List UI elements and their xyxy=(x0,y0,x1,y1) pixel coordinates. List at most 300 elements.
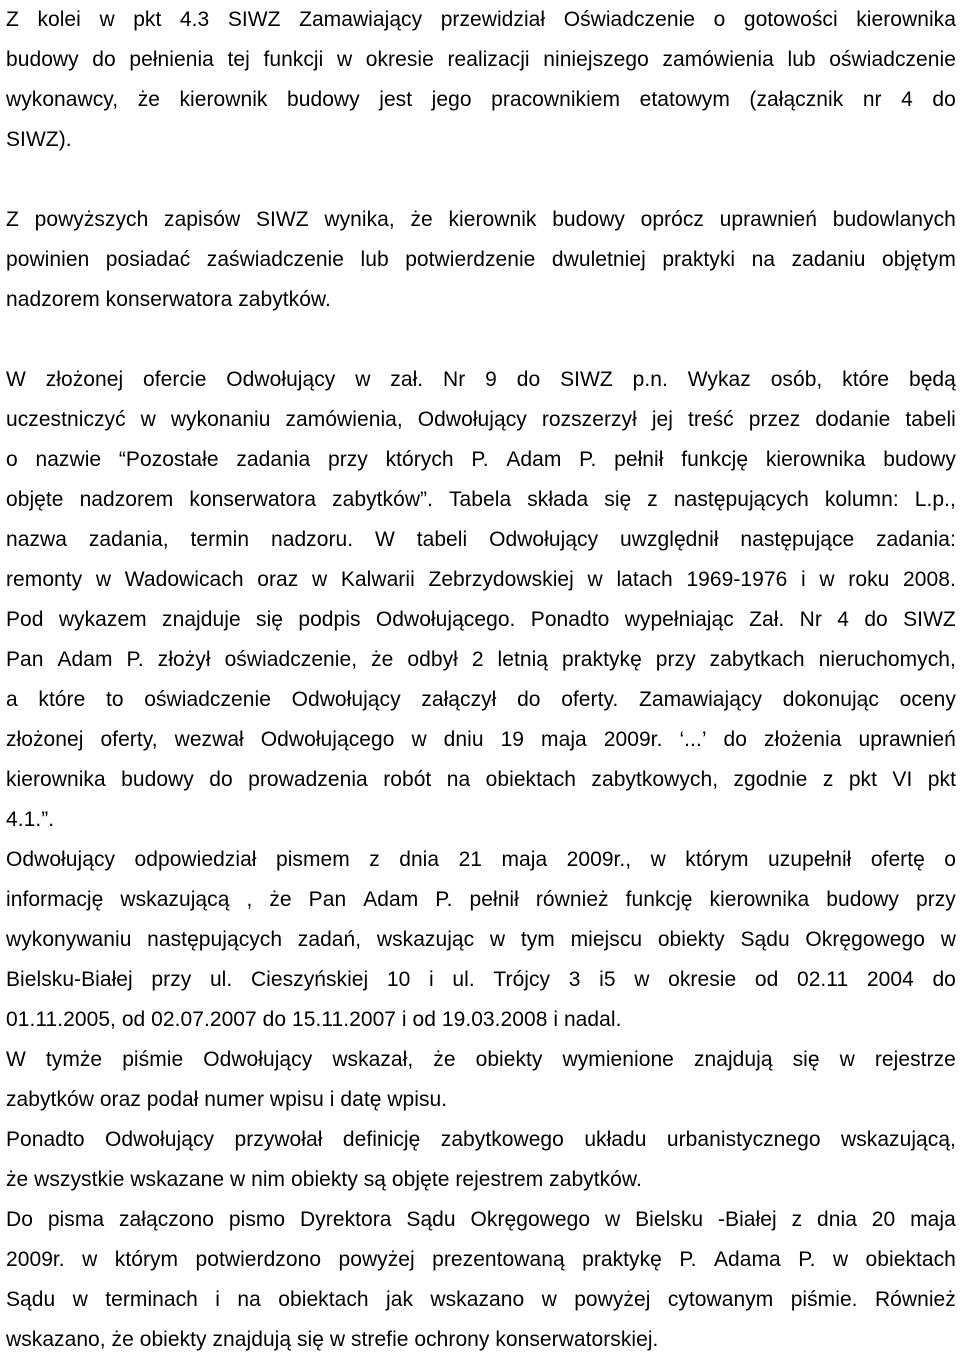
word: Odwołujący xyxy=(105,1128,215,1151)
word: zabytkach xyxy=(709,648,805,671)
word: lub xyxy=(360,248,389,271)
word: nr xyxy=(862,88,882,111)
text-line xyxy=(6,1200,956,1240)
word: piśmie. xyxy=(790,1288,858,1311)
word: budowy xyxy=(552,208,625,231)
word: robót xyxy=(383,768,432,791)
word: i xyxy=(429,968,434,991)
word: prezentowaną xyxy=(432,1248,565,1271)
word: W xyxy=(6,368,26,391)
word: które xyxy=(38,688,86,711)
word: 2009r., xyxy=(566,848,632,871)
text-line xyxy=(6,480,956,520)
word: okresie xyxy=(365,48,434,71)
word: do xyxy=(932,968,956,991)
word: powinien xyxy=(6,248,90,271)
word: w xyxy=(489,928,506,951)
word: p.n. xyxy=(632,368,668,391)
word: Odwołujący xyxy=(291,688,401,711)
word: konserwatora xyxy=(189,488,317,511)
word: Zebrzydowskiej xyxy=(428,568,574,591)
word: Ponadto xyxy=(530,608,610,631)
word: w xyxy=(819,568,835,591)
word: 2004 xyxy=(866,968,914,991)
word: tej xyxy=(227,48,250,71)
word: funkcję xyxy=(625,888,693,911)
word: do xyxy=(864,608,888,631)
word: a xyxy=(6,688,18,711)
word: praktykę xyxy=(582,1248,662,1271)
word: oferty, xyxy=(100,728,158,751)
word: Tabela xyxy=(449,488,512,511)
word: pracownikiem xyxy=(491,88,621,111)
word: składa xyxy=(527,488,589,511)
word: objęte xyxy=(6,488,64,511)
word: 4.3 xyxy=(179,8,210,31)
word: 19 xyxy=(500,728,525,751)
word: Trójcy xyxy=(493,968,551,991)
word: lub xyxy=(787,48,816,71)
word: W xyxy=(374,528,395,551)
text-line xyxy=(6,560,956,600)
word: przy xyxy=(151,968,192,991)
word: zamówienia, xyxy=(285,408,403,431)
paragraph-registry xyxy=(6,1040,956,1120)
word: Odwołującego xyxy=(260,728,395,751)
text-line xyxy=(6,880,956,920)
word: SIWZ xyxy=(255,208,309,231)
word: dokonując xyxy=(782,688,879,711)
word: że xyxy=(269,888,292,911)
word: kierownika xyxy=(856,8,956,31)
word: których xyxy=(385,448,454,471)
word: następujące xyxy=(740,528,855,551)
word: do xyxy=(932,88,956,111)
word: budowy xyxy=(121,768,194,791)
word: P. xyxy=(679,1248,697,1271)
word: w xyxy=(541,1288,557,1311)
word: złożonej xyxy=(6,728,84,751)
word: (załącznik xyxy=(749,88,844,111)
word: załączono xyxy=(118,1208,214,1231)
word: w xyxy=(634,968,650,991)
word: 02.11 xyxy=(796,968,849,991)
word: którym xyxy=(685,848,749,871)
word: złożonej xyxy=(45,368,124,391)
word: ul. xyxy=(209,968,233,991)
word: dniu xyxy=(443,728,484,751)
word: terminach xyxy=(105,1288,198,1311)
word: potwierdzono xyxy=(195,1248,322,1271)
word: P. xyxy=(471,448,489,471)
word: na xyxy=(446,768,471,791)
word: zabytków”. xyxy=(332,488,433,511)
word: zabytkowych, xyxy=(591,768,719,791)
paragraph-spacer xyxy=(6,320,956,360)
word: w xyxy=(95,568,112,591)
text-line xyxy=(6,240,956,280)
word: obiektach xyxy=(865,1248,956,1271)
word: Nr xyxy=(443,368,466,391)
word: o xyxy=(944,848,956,871)
word: zapisów xyxy=(164,208,241,231)
word: w xyxy=(650,848,666,871)
paragraph-siwz-requirements xyxy=(6,200,956,320)
word: P. xyxy=(126,648,144,671)
word: zadania xyxy=(236,448,311,471)
word: budowy xyxy=(287,88,360,111)
word: miejscu xyxy=(570,928,643,951)
word: w xyxy=(832,1248,849,1271)
word: Zamawiający xyxy=(639,688,763,711)
word: uprawnień xyxy=(719,208,818,231)
word: nazwa xyxy=(6,528,67,551)
word: uwzględnił xyxy=(620,528,719,551)
paragraph-court-letter xyxy=(6,1200,956,1360)
word: dodanie xyxy=(815,408,891,431)
word: oświadczenie, xyxy=(224,648,358,671)
word: z xyxy=(822,768,834,791)
word: okresie xyxy=(668,968,737,991)
word: złożył xyxy=(157,648,211,671)
word: oświadczenie xyxy=(144,688,271,711)
word: 4 xyxy=(837,608,849,631)
word: zgodnie xyxy=(733,768,808,791)
word: następujących xyxy=(673,488,809,511)
word: zadania, xyxy=(88,528,169,551)
word: wykazem xyxy=(58,608,147,631)
word: z xyxy=(791,1208,803,1231)
word: odbył xyxy=(407,648,458,671)
word: 21 xyxy=(458,848,483,871)
word: dnia xyxy=(399,848,440,871)
text-line xyxy=(6,1120,956,1160)
word: pkt xyxy=(133,8,162,31)
document-page xyxy=(6,0,956,1360)
word: Adam xyxy=(506,448,562,471)
word: gotowości xyxy=(743,8,838,31)
word: treść xyxy=(687,408,734,431)
word: Adama xyxy=(713,1248,781,1271)
word: w xyxy=(82,1248,98,1271)
word: podpis xyxy=(298,608,361,631)
word: obiekty xyxy=(475,1048,543,1071)
word: 2009r. xyxy=(6,1248,65,1271)
word: od xyxy=(754,968,779,991)
text-line xyxy=(6,1040,956,1080)
word: wskazując xyxy=(376,928,475,951)
word: osób, xyxy=(770,368,823,391)
word: o xyxy=(713,8,726,31)
text-line xyxy=(6,680,956,720)
word: Wykaz xyxy=(687,368,751,391)
word: kierownika xyxy=(6,768,106,791)
word: na xyxy=(237,1288,261,1311)
word: zadania: xyxy=(876,528,956,551)
text-line xyxy=(6,360,956,400)
word: dnia xyxy=(817,1208,857,1231)
word: kierownik xyxy=(448,208,537,231)
word: informację xyxy=(6,888,104,911)
word: Oświadczenie xyxy=(563,8,696,31)
word: budowy xyxy=(883,448,956,471)
word: wykonawcy, xyxy=(6,88,119,111)
word: potwierdzenie xyxy=(405,248,536,271)
word: się xyxy=(604,488,632,511)
word: maja xyxy=(541,728,587,751)
word: oferty. xyxy=(561,688,619,711)
word: posiadać xyxy=(105,248,191,271)
word: następujących xyxy=(147,928,283,951)
word: Z xyxy=(6,8,19,31)
word: przewidział xyxy=(440,8,546,31)
text-line: 01.11.2005, od 02.07.2007 do 15.11.2007 i od 19.03.2008 i nadal. xyxy=(6,1008,622,1031)
word: , xyxy=(246,888,253,911)
word: obiekty xyxy=(657,928,725,951)
paragraph-response-letter xyxy=(6,840,956,1040)
text-line xyxy=(6,600,956,640)
word: przy xyxy=(327,448,368,471)
word: jej xyxy=(651,408,673,431)
word: roku xyxy=(848,568,890,591)
word: latach xyxy=(616,568,673,591)
word: Odwołujący xyxy=(489,528,599,551)
word: przy xyxy=(915,888,956,911)
word: również xyxy=(535,888,609,911)
word: kierownika xyxy=(765,448,866,471)
word: rejestrze xyxy=(874,1048,956,1071)
word: Bielsku-Białej xyxy=(6,968,133,991)
word: tym xyxy=(520,928,555,951)
text-line xyxy=(6,1280,956,1320)
word: jak xyxy=(386,1288,414,1311)
word: pkt xyxy=(927,768,956,791)
word: wykonywaniu xyxy=(6,928,132,951)
word: L.p., xyxy=(914,488,956,511)
word: w xyxy=(72,1288,88,1311)
text-line xyxy=(6,640,956,680)
word: nazwie xyxy=(35,448,102,471)
word: Ponadto xyxy=(6,1128,85,1151)
word: rozszerzył xyxy=(541,408,637,431)
word: maja xyxy=(501,848,548,871)
text-line xyxy=(6,40,956,80)
word: jest xyxy=(379,88,413,111)
word: 1969-1976 xyxy=(686,568,788,591)
text-line xyxy=(6,0,956,40)
word: które xyxy=(842,368,890,391)
word: 20 xyxy=(871,1208,896,1231)
text-line xyxy=(6,400,956,440)
word: VI xyxy=(892,768,913,791)
word: tabeli xyxy=(905,408,956,431)
text-line xyxy=(6,440,956,480)
word: 4 xyxy=(901,88,913,111)
word: P. xyxy=(798,1248,816,1271)
word: kolumn: xyxy=(824,488,899,511)
word: funkcji xyxy=(263,48,324,71)
word: maja xyxy=(910,1208,956,1231)
word: 2008. xyxy=(903,568,956,591)
word: złożenia xyxy=(764,728,842,751)
word: przez xyxy=(748,408,801,431)
word: Bielsku xyxy=(635,1208,704,1231)
word: w xyxy=(140,408,156,431)
word: Sądu xyxy=(406,1208,456,1231)
word: Pan xyxy=(6,648,44,671)
word: się xyxy=(792,1048,820,1071)
word: będą xyxy=(908,368,956,391)
word: definicję xyxy=(342,1128,421,1151)
word: wskazującą xyxy=(120,888,230,911)
text-line: zabytków oraz podał numer wpisu i datę wpisu. xyxy=(6,1088,448,1111)
word: obiektach xyxy=(485,768,576,791)
word: piśmie xyxy=(122,1048,184,1071)
word: na xyxy=(751,248,776,271)
word: znajdują xyxy=(693,1048,773,1071)
word: funkcję xyxy=(681,448,749,471)
text-line xyxy=(6,760,956,800)
word: wypełniając xyxy=(624,608,734,631)
word: do xyxy=(517,688,541,711)
word: nadzorem xyxy=(79,488,174,511)
text-line: SIWZ). xyxy=(6,128,72,151)
word: Odwołujący xyxy=(203,1048,313,1071)
word: uprawnień xyxy=(858,728,956,751)
word: prowadzenia xyxy=(248,768,368,791)
word: że xyxy=(433,1048,456,1071)
word: że xyxy=(137,88,160,111)
word: kierownika xyxy=(709,888,810,911)
word: praktyki xyxy=(662,248,736,271)
word: kolei xyxy=(37,8,81,31)
word: ofertę xyxy=(870,848,925,871)
word: nieruchomych, xyxy=(818,648,956,671)
word: P. xyxy=(435,888,453,911)
text-line: że wszystkie wskazane w nim obiekty są objęte rejestrem zabytków. xyxy=(6,1168,642,1191)
word: SIWZ xyxy=(903,608,956,631)
word: -Białej xyxy=(717,1208,777,1231)
word: oprócz xyxy=(640,208,704,231)
word: o xyxy=(6,448,18,471)
word: Zamawiający xyxy=(299,8,423,31)
word: zabytkowego xyxy=(440,1128,564,1151)
word: zaświadczenie xyxy=(206,248,344,271)
word: 2009r. xyxy=(603,728,663,751)
word: urbanistycznego xyxy=(666,1128,821,1151)
word: remonty xyxy=(6,568,83,591)
word: Odwołujący xyxy=(6,848,116,871)
text-line xyxy=(6,200,956,240)
word: w xyxy=(311,568,328,591)
word: Z xyxy=(6,208,19,231)
word: SIWZ xyxy=(227,8,281,31)
word: realizacji xyxy=(447,48,530,71)
word: z xyxy=(369,848,380,871)
word: znajduje xyxy=(162,608,241,631)
word: letnią xyxy=(497,648,549,671)
word: przywołał xyxy=(234,1128,323,1151)
word: 2 xyxy=(471,648,484,671)
word: pismo xyxy=(228,1208,286,1231)
word: pełnił xyxy=(614,448,664,471)
word: układu xyxy=(584,1128,647,1151)
text-line xyxy=(6,840,956,880)
paragraph-urban-layout xyxy=(6,1120,956,1200)
word: oświadczenie xyxy=(829,48,956,71)
word: w xyxy=(940,928,956,951)
word: pełnił xyxy=(469,888,519,911)
word: obiektach xyxy=(278,1288,369,1311)
word: w xyxy=(99,8,115,31)
text-line xyxy=(6,520,956,560)
word: oraz xyxy=(257,568,299,591)
text-line xyxy=(6,920,956,960)
word: i5 xyxy=(599,968,616,991)
word: ul. xyxy=(452,968,475,991)
word: SIWZ xyxy=(560,368,613,391)
word: z xyxy=(647,488,658,511)
word: wezwał xyxy=(174,728,244,751)
word: pisma xyxy=(47,1208,105,1231)
word: budowlanych xyxy=(832,208,956,231)
word: wykonaniu xyxy=(170,408,271,431)
word: tabeli xyxy=(416,528,468,551)
word: i xyxy=(215,1288,221,1311)
word: Sądu xyxy=(6,1288,56,1311)
word: że xyxy=(410,208,433,231)
word: kierownik xyxy=(179,88,268,111)
word: “Pozostałe xyxy=(118,448,219,471)
word: wskazującą, xyxy=(841,1128,956,1151)
word: zadań, xyxy=(297,928,362,951)
word: zał. xyxy=(390,368,424,391)
word: w xyxy=(355,368,371,391)
word: i xyxy=(801,568,806,591)
word: zadaniu xyxy=(791,248,866,271)
word: w xyxy=(839,1048,855,1071)
word: do xyxy=(209,768,233,791)
word: powyższych xyxy=(34,208,149,231)
word: Sądu xyxy=(740,928,790,951)
word: budowy xyxy=(6,48,79,71)
paragraph-offer-details xyxy=(6,360,956,840)
word: do xyxy=(723,728,748,751)
word: odpowiedział xyxy=(134,848,257,871)
paragraph-siwz-4-3 xyxy=(6,0,956,160)
word: P. xyxy=(579,448,597,471)
word: Wadowicach xyxy=(124,568,244,591)
text-line: nadzorem konserwatora zabytków. xyxy=(6,288,331,311)
word: pkt xyxy=(848,768,877,791)
word: wymienione xyxy=(562,1048,674,1071)
word: Kalwarii xyxy=(340,568,415,591)
word: Również xyxy=(874,1288,956,1311)
word: budowy xyxy=(826,888,899,911)
word: powyżej xyxy=(338,1248,415,1271)
word: uzupełnił xyxy=(768,848,852,871)
word: Pod xyxy=(6,608,44,631)
word: w xyxy=(411,728,427,751)
word: objętym xyxy=(881,248,956,271)
word: wynika, xyxy=(324,208,395,231)
word: Pan xyxy=(308,888,347,911)
word: Zał. xyxy=(749,608,785,631)
word: tymże xyxy=(45,1048,103,1071)
word: Okręgowego xyxy=(805,928,925,951)
word: 10 xyxy=(386,968,411,991)
word: do xyxy=(92,48,116,71)
